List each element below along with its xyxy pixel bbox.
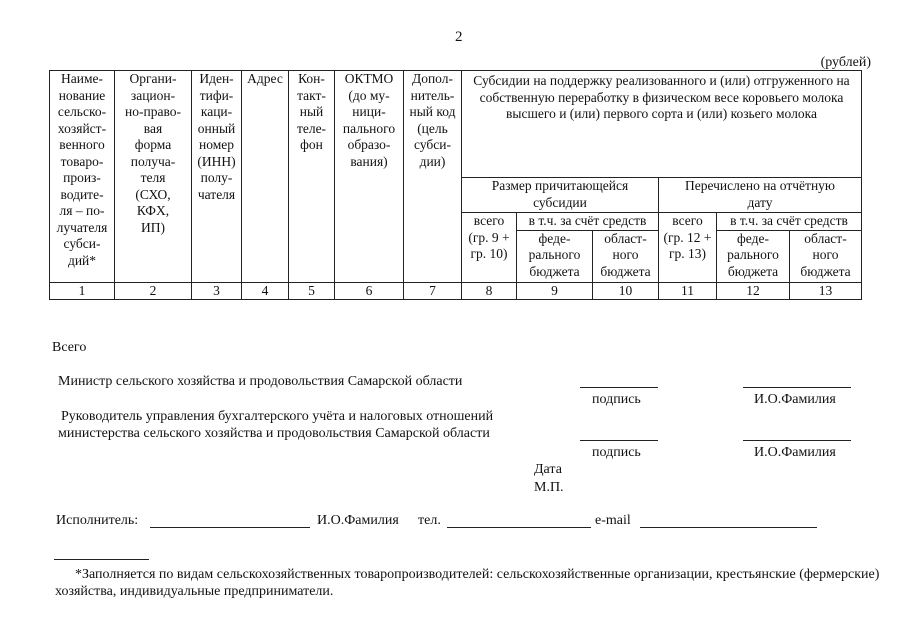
head-name-label: И.О.Фамилия bbox=[754, 445, 836, 460]
executor-name-label: И.О.Фамилия bbox=[317, 513, 399, 528]
paid-total-label: всего bbox=[672, 213, 703, 228]
minister-name-line bbox=[743, 387, 851, 388]
due-group-header: Размер причитающейся субсидии bbox=[462, 178, 659, 213]
phone-label: тел. bbox=[418, 513, 441, 528]
paid-group-header: Перечислено на отчётную дату bbox=[659, 178, 862, 213]
head-title-line2: министерства сельского хозяйства и продовольствия Самарской области bbox=[58, 426, 490, 441]
date-label: Дата bbox=[534, 462, 562, 477]
head-signature-label: подпись bbox=[592, 445, 641, 460]
col-header-oktmo: ОКТМО (до му- ници- пального образо- вания) bbox=[335, 71, 404, 283]
column-number: 1 bbox=[50, 282, 115, 300]
due-total-formula: (гр. 9 + гр. 10) bbox=[468, 229, 510, 261]
column-number: 5 bbox=[289, 282, 335, 300]
column-number: 10 bbox=[593, 282, 659, 300]
col-header-legal-form: Органи- зацион- но-право- вая форма получа- теля (СХО, КФХ, ИП) bbox=[115, 71, 192, 283]
phone-line bbox=[447, 527, 591, 528]
col-header-address: Адрес bbox=[242, 71, 289, 283]
column-number: 6 bbox=[335, 282, 404, 300]
column-number: 4 bbox=[242, 282, 289, 300]
paid-total-formula: (гр. 12 + гр. 13) bbox=[663, 229, 712, 261]
paid-federal-header: феде- рального бюджета bbox=[717, 230, 790, 282]
due-total-label: всего bbox=[473, 213, 505, 228]
minister-name-label: И.О.Фамилия bbox=[754, 392, 836, 407]
col-header-name: Наиме- нование сельско- хозяйст- венного товаро- произ- водите- ля – по- лучателя субси- дий* bbox=[50, 71, 115, 283]
subsidy-table bbox=[49, 70, 862, 300]
minister-signature-label: подпись bbox=[592, 392, 641, 407]
footnote-text: *Заполняется по видам сельскохозяйственных товаропроизводителей: сельскохозяйственные организации, крестьянские (фермерские) хозяйства, индивидуальные предприниматели. bbox=[55, 567, 880, 599]
column-number: 3 bbox=[192, 282, 242, 300]
page-number: 2 bbox=[455, 29, 463, 45]
col-header-extra-code: Допол- нитель- ный код (цель субси- дии) bbox=[404, 71, 462, 283]
footnote-separator bbox=[54, 559, 149, 560]
column-number: 11 bbox=[659, 282, 717, 300]
paid-total-header bbox=[659, 213, 717, 283]
due-federal-header: феде- рального бюджета bbox=[517, 230, 593, 282]
head-title-line1: Руководитель управления бухгалтерского учёта и налоговых отношений bbox=[61, 409, 494, 424]
paid-incl-header: в т.ч. за счёт средств bbox=[717, 213, 862, 231]
email-line bbox=[640, 527, 817, 528]
minister-signature-line bbox=[580, 387, 658, 388]
head-signature-line bbox=[580, 440, 658, 441]
subsidy-group-header: Субсидии на поддержку реализованного и (или) отгруженного на собственную переработку в физическом весе коровьего молока высшего и (или) первого сорта и (или) козьего молока bbox=[462, 71, 862, 178]
due-regional-header: област- ного бюджета bbox=[593, 230, 659, 282]
column-number: 9 bbox=[517, 282, 593, 300]
total-label: Всего bbox=[52, 340, 87, 355]
units-label: (рублей) bbox=[820, 55, 871, 70]
minister-title: Министр сельского хозяйства и продовольствия Самарской области bbox=[58, 374, 463, 389]
column-number: 8 bbox=[462, 282, 517, 300]
stamp-label: М.П. bbox=[534, 480, 564, 495]
col-header-phone: Кон- такт- ный теле- фон bbox=[289, 71, 335, 283]
executor-signature-line bbox=[150, 527, 310, 528]
column-number: 2 bbox=[115, 282, 192, 300]
paid-regional-header: област- ного бюджета bbox=[790, 230, 862, 282]
due-total-header bbox=[462, 213, 517, 283]
executor-label: Исполнитель: bbox=[56, 513, 139, 528]
email-label: e-mail bbox=[595, 513, 631, 528]
column-number: 7 bbox=[404, 282, 462, 300]
column-number: 13 bbox=[790, 282, 862, 300]
due-incl-header: в т.ч. за счёт средств bbox=[517, 213, 659, 231]
column-number: 12 bbox=[717, 282, 790, 300]
head-name-line bbox=[743, 440, 851, 441]
col-header-inn: Иден- тифи- каци- онный номер (ИНН) полу- чателя bbox=[192, 71, 242, 283]
